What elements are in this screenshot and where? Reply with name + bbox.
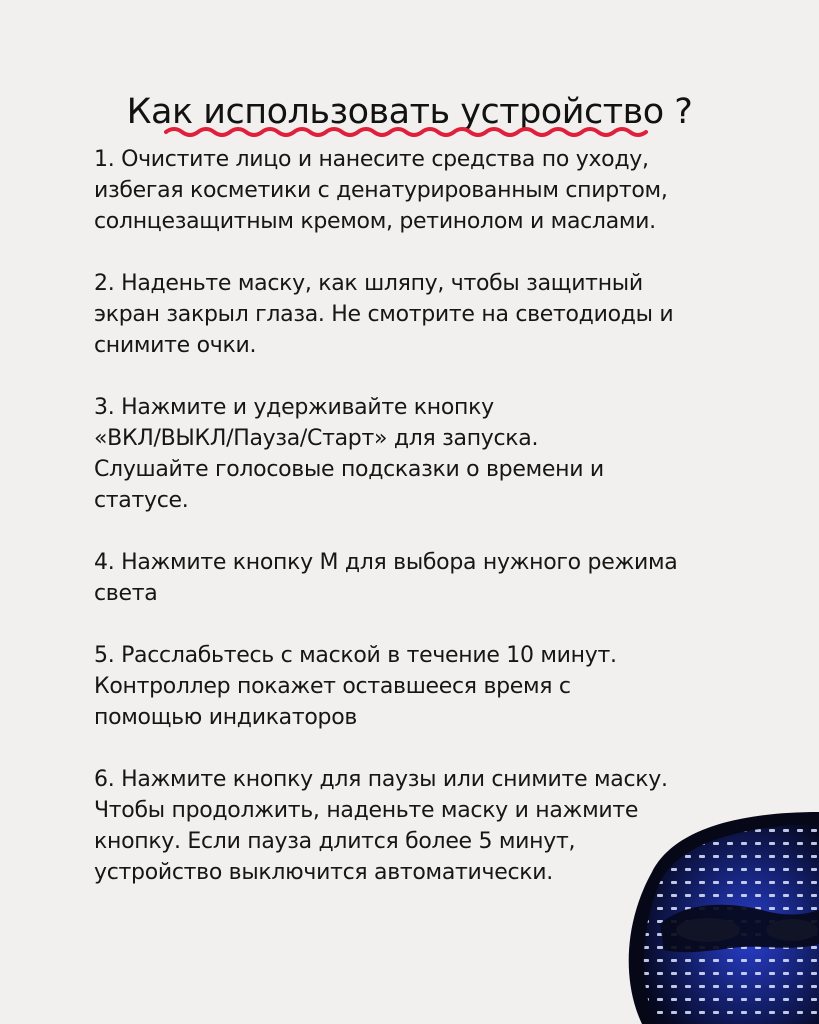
- step-1: 1. Очистите лицо и нанесите средства по уходу, избегая косметики с денатурированным спиртом, солнцезащитным кремом, ретинолом и маслами.: [94, 147, 668, 234]
- instruction-list: [94, 144, 734, 919]
- step-4: 4. Нажмите кнопку М для выбора нужного режима света: [94, 550, 678, 606]
- step-3: 3. Нажмите и удерживайте кнопку «ВКЛ/ВЫКЛ/Пауза/Старт» для запуска. Слушайте голосовые подсказки о времени и статусе.: [94, 395, 604, 513]
- step-2: 2. Наденьте маску, как шляпу, чтобы защитный экран закрыл глаза. Не смотрите на светодиоды и снимите очки.: [94, 271, 674, 358]
- page-title: Как использовать устройство ?: [126, 92, 693, 132]
- spellcheck-underline-icon: [164, 124, 654, 140]
- step-6: 6. Нажмите кнопку для паузы или снимите маску. Чтобы продолжить, наденьте маску и нажмите кнопку. Если пауза длится более 5 минут, устройство выключится автоматически.: [94, 767, 668, 885]
- led-mask-image: [612, 812, 819, 1024]
- step-5: 5. Расслабьтесь с маской в течение 10 минут. Контроллер покажет оставшееся время с помощью индикаторов: [94, 643, 617, 730]
